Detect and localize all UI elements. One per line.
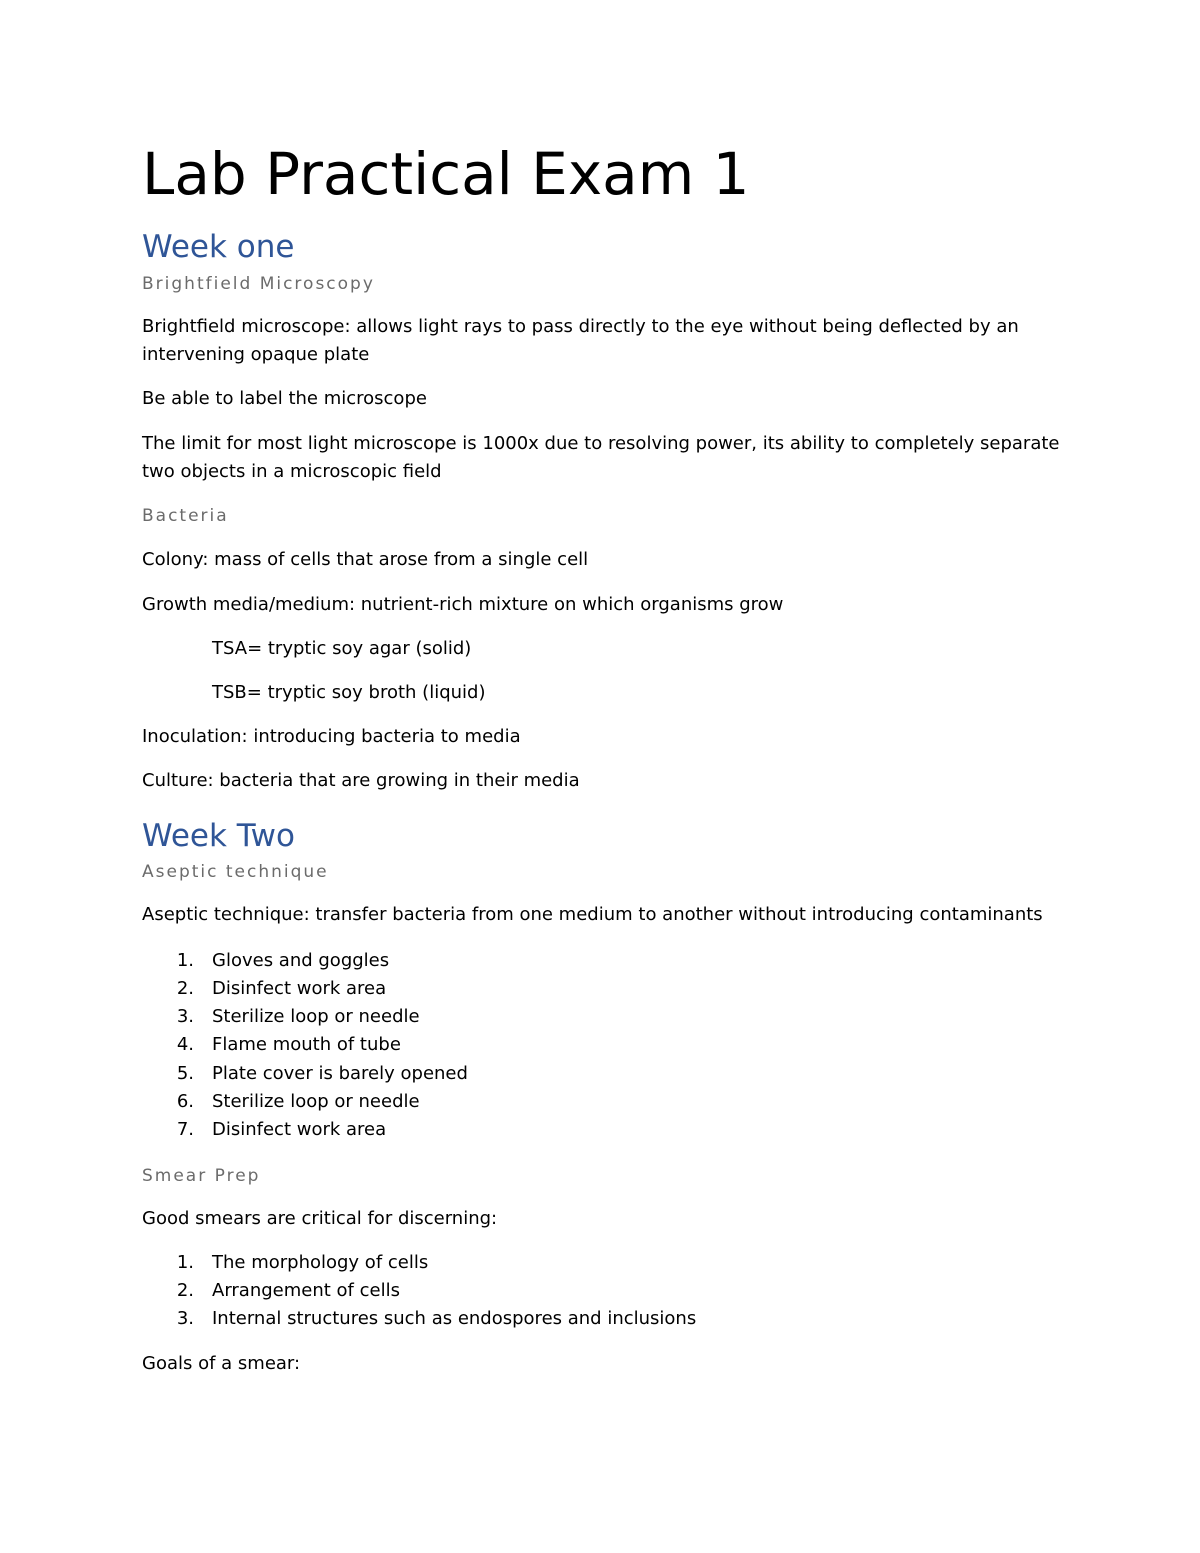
list-item <box>0 1003 1200 1031</box>
label-microscope-paragraph: Be able to label the microscope <box>142 388 427 409</box>
resolving-power-line-1: The limit for most light microscope is 1000x due to resolving power, its ability to completely separate <box>142 433 1060 454</box>
brightfield-definition-line-1: Brightfield microscope: allows light rays to pass directly to the eye without being deflected by an <box>142 316 1019 337</box>
growth-media-definition: Growth media/medium: nutrient-rich mixture on which organisms grow <box>142 594 784 615</box>
aseptic-technique-definition: Aseptic technique: transfer bacteria from one medium to another without introducing contaminants <box>142 904 1043 925</box>
list-item <box>0 1277 1200 1305</box>
smear-goals-label: Goals of a smear: <box>142 1353 301 1374</box>
list-number: 2. <box>176 978 194 999</box>
week-one-heading: Week one <box>142 229 295 265</box>
brightfield-microscopy-heading: Brightfield Microscopy <box>142 274 375 294</box>
list-item <box>0 1031 1200 1059</box>
list-item <box>0 1249 1200 1277</box>
culture-definition: Culture: bacteria that are growing in their media <box>142 770 580 791</box>
list-number: 1. <box>176 950 194 971</box>
list-item-text: Sterilize loop or needle <box>212 1091 420 1112</box>
list-number: 2. <box>176 1280 194 1301</box>
smear-intro: Good smears are critical for discerning: <box>142 1208 498 1229</box>
list-item-text: Disinfect work area <box>212 978 387 999</box>
list-item-text: Plate cover is barely opened <box>212 1063 468 1084</box>
list-item-text: Gloves and goggles <box>212 950 390 971</box>
week-two-heading: Week Two <box>142 818 295 854</box>
list-item-text: The morphology of cells <box>212 1252 429 1273</box>
list-item <box>0 975 1200 1003</box>
tsa-definition: TSA= tryptic soy agar (solid) <box>212 638 472 659</box>
list-item <box>0 947 1200 975</box>
list-item-text: Disinfect work area <box>212 1119 387 1140</box>
inoculation-definition: Inoculation: introducing bacteria to media <box>142 726 521 747</box>
document-title: Lab Practical Exam 1 <box>142 140 750 208</box>
list-number: 3. <box>176 1006 194 1027</box>
list-item <box>0 1116 1200 1144</box>
list-item <box>0 1088 1200 1116</box>
list-number: 6. <box>176 1091 194 1112</box>
list-item-text: Flame mouth of tube <box>212 1034 401 1055</box>
list-item <box>0 1305 1200 1333</box>
smear-prep-heading: Smear Prep <box>142 1166 261 1186</box>
tsb-definition: TSB= tryptic soy broth (liquid) <box>212 682 486 703</box>
colony-definition: Colony: mass of cells that arose from a single cell <box>142 549 589 570</box>
list-number: 7. <box>176 1119 194 1140</box>
list-item-text: Arrangement of cells <box>212 1280 400 1301</box>
list-item <box>0 1060 1200 1088</box>
list-number: 3. <box>176 1308 194 1329</box>
list-number: 1. <box>176 1252 194 1273</box>
list-number: 4. <box>176 1034 194 1055</box>
list-number: 5. <box>176 1063 194 1084</box>
brightfield-definition-line-2: intervening opaque plate <box>142 344 370 365</box>
list-item-text: Sterilize loop or needle <box>212 1006 420 1027</box>
list-item-text: Internal structures such as endospores and inclusions <box>212 1308 697 1329</box>
bacteria-heading: Bacteria <box>142 506 229 526</box>
aseptic-technique-heading: Aseptic technique <box>142 862 329 882</box>
resolving-power-line-2: two objects in a microscopic field <box>142 461 442 482</box>
